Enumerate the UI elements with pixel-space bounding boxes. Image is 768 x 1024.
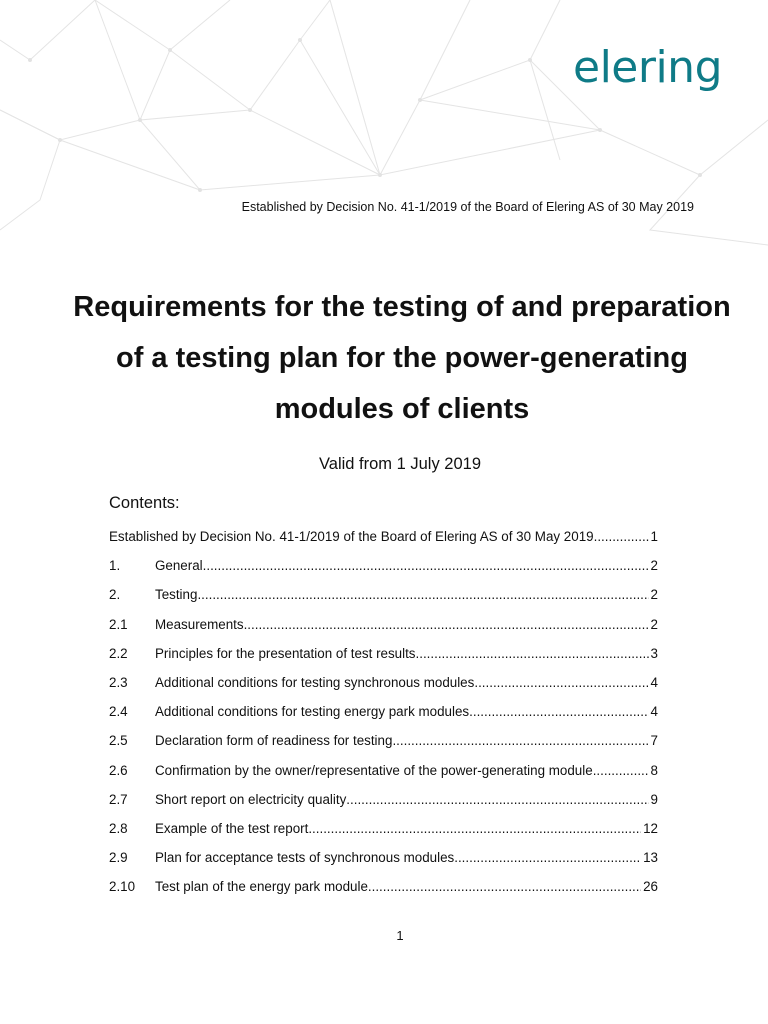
toc-entry-page: 4	[650, 704, 658, 720]
toc-entry[interactable]	[109, 879, 658, 908]
toc-entry-title: General	[155, 558, 203, 574]
toc-entry-page: 2	[650, 558, 658, 574]
elering-logo: elering	[573, 42, 722, 93]
toc-entry-title: Additional conditions for testing synchronous modules	[155, 674, 475, 690]
toc-dot-leader	[392, 733, 648, 748]
toc-entry-number: 2.1	[109, 616, 128, 632]
toc-entry-title: Measurements	[155, 616, 244, 632]
toc-entry[interactable]	[109, 704, 658, 733]
toc-entry-number: 2.10	[109, 879, 136, 895]
background-network-pattern	[0, 0, 768, 260]
toc-entry[interactable]	[109, 763, 658, 792]
toc-entry[interactable]	[109, 821, 658, 850]
toc-entry-number: 2.	[109, 587, 121, 603]
contents-heading: Contents:	[109, 494, 180, 512]
toc-entry[interactable]	[109, 675, 658, 704]
toc-entry-page: 4	[650, 674, 658, 690]
toc-entry-title: Additional conditions for testing energy park modules	[155, 704, 470, 720]
toc-entry[interactable]	[109, 792, 658, 821]
toc-dot-leader	[469, 704, 648, 719]
toc-entry-title: Plan for acceptance tests of synchronous modules	[155, 850, 455, 866]
toc-entry[interactable]	[109, 529, 658, 558]
toc-entry[interactable]	[109, 646, 658, 675]
toc-dot-leader	[593, 763, 649, 778]
toc-entry-number: 2.9	[109, 850, 128, 866]
toc-entry-page: 8	[650, 762, 658, 778]
toc-entry-number: 2.5	[109, 733, 128, 749]
toc-entry-page: 12	[643, 820, 658, 836]
document-title: Requirements for the testing of and preparation of a testing plan for the power-generating modules of clients	[73, 291, 731, 425]
toc-dot-leader	[454, 850, 641, 865]
toc-entry[interactable]	[109, 617, 658, 646]
toc-entry-title: Short report on electricity quality	[155, 791, 347, 807]
page-number: 1	[396, 928, 404, 943]
toc-dot-leader	[308, 821, 641, 836]
toc-dot-leader	[203, 558, 649, 573]
toc-dot-leader	[474, 675, 648, 690]
toc-entry[interactable]	[109, 558, 658, 587]
toc-entry-title: Testing	[155, 587, 198, 603]
toc-entry-number: 1.	[109, 558, 121, 574]
valid-from-text: Valid from 1 July 2019	[318, 455, 482, 473]
toc-entry-number: 2.8	[109, 820, 128, 836]
toc-dot-leader	[244, 617, 649, 632]
established-decision-text: Established by Decision No. 41-1/2019 of the Board of Elering AS of 30 May 2019	[241, 200, 694, 214]
toc-entry-title: Test plan of the energy park module	[155, 879, 368, 895]
toc-dot-leader	[368, 879, 641, 894]
toc-entry-title: Principles for the presentation of test results	[155, 645, 416, 661]
toc-entry-page: 2	[650, 616, 658, 632]
toc-entry-number: 2.6	[109, 762, 128, 778]
toc-entry[interactable]	[109, 733, 658, 762]
toc-entry-page: 7	[650, 733, 658, 749]
toc-entry-number: 2.3	[109, 674, 128, 690]
toc-entry-title: Confirmation by the owner/representative of the power-generating module	[155, 762, 593, 778]
toc-dot-leader	[416, 646, 649, 661]
toc-dot-leader	[346, 792, 648, 807]
toc-entry-title: Established by Decision No. 41-1/2019 of the Board of Elering AS of 30 May 2019	[109, 529, 594, 544]
toc-dot-leader	[197, 587, 648, 602]
toc-entry-title: Declaration form of readiness for testing	[155, 733, 393, 749]
toc-entry[interactable]	[109, 850, 658, 879]
toc-entry-number: 2.7	[109, 791, 128, 807]
toc-entry-title: Example of the test report	[155, 820, 309, 836]
toc-entry-page: 3	[650, 645, 658, 661]
toc-entry-number: 2.2	[109, 645, 128, 661]
toc-dot-leader	[594, 529, 649, 544]
toc-entry[interactable]	[109, 587, 658, 616]
toc-entry-page: 1	[650, 529, 658, 544]
toc-entry-number: 2.4	[109, 704, 128, 720]
toc-entry-page: 9	[650, 791, 658, 807]
toc-entry-page: 2	[650, 587, 658, 603]
toc-entry-page: 26	[643, 879, 658, 895]
table-of-contents	[109, 529, 658, 908]
toc-entry-page: 13	[643, 850, 658, 866]
